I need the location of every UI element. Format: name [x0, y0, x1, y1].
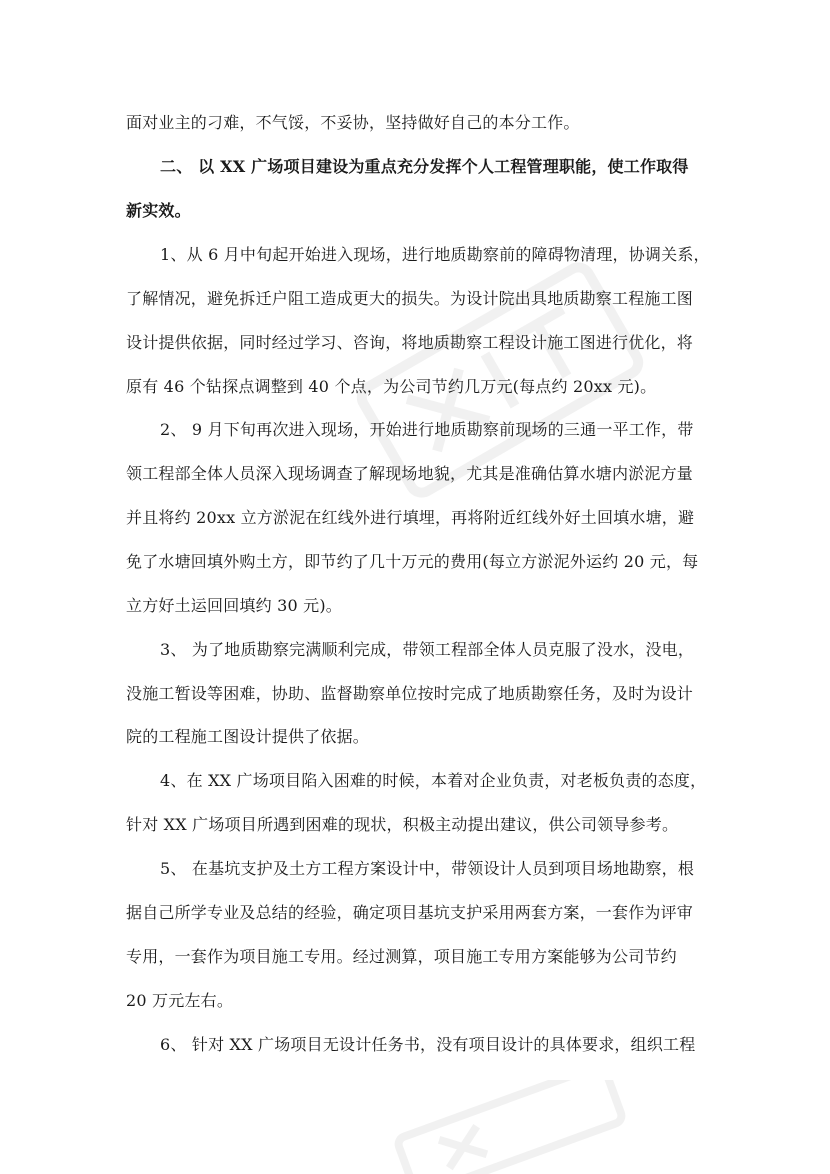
- paragraph-line: 20 万元左右。: [126, 991, 234, 1010]
- paragraph-line: 并且将约 20xx 立方淤泥在红线外进行填埋，再将附近红线外好土回填水塘，避: [126, 508, 695, 527]
- paragraph-line: 原有 46 个钻探点调整到 40 个点，为公司节约几万元(每点约 20xx 元)。: [126, 377, 657, 396]
- paragraph-line: 面对业主的刁难，不气馁，不妥协，坚持做好自己的本分工作。: [126, 113, 580, 132]
- paragraph-line: 2、 9 月下旬再次进入现场，开始进行地质勘察前现场的三通一平工作，带: [160, 420, 694, 439]
- paragraph-line: 针对 XX 广场项目所遇到困难的现状，积极主动提出建议，供公司领导参考。: [126, 815, 679, 834]
- paragraph-line: 了解情况，避免拆迁户阻工造成更大的损失。为设计院出具地质勘察工程施工图: [126, 289, 694, 308]
- paragraph-line: 5、 在基坑支护及土方工程方案设计中，带领设计人员到项目场地勘察，根: [160, 859, 695, 878]
- paragraph-line: 没施工暂设等困难，协助、监督勘察单位按时完成了地质勘察任务，及时为设计: [126, 684, 694, 703]
- paragraph-line: 3、 为了地质勘察完满顺利完成，带领工程部全体人员克服了没水，没电，: [160, 640, 695, 659]
- paragraph-line: 设计提供依据，同时经过学习、咨询，将地质勘察工程设计施工图进行优化，将: [126, 333, 694, 352]
- paragraph-line: 免了水塘回填外购土方，即节约了几十万元的费用(每立方淤泥外运约 20 元，每: [126, 552, 699, 571]
- section-heading: 二、 以 XX 广场项目建设为重点充分发挥个人工程管理职能，使工作取得: [160, 157, 689, 176]
- paragraph-line: 1、从 6 月中旬起开始进入现场，进行地质勘察前的障碍物清理，协调关系，: [160, 245, 710, 264]
- paragraph-line: 领工程部全体人员深入现场调查了解现场地貌，尤其是准确估算水塘内淤泥方量: [126, 464, 694, 483]
- watermark-icon: [380, 1080, 640, 1174]
- paragraph-line: 专用，一套作为项目施工专用。经过测算，项目施工专用方案能够为公司节约: [126, 947, 677, 966]
- paragraph-line: 6、 针对 XX 广场项目无设计任务书，没有项目设计的具体要求，组织工程: [160, 1035, 696, 1054]
- paragraph-line: 据自己所学专业及总结的经验，确定项目基坑支护采用两套方案，一套作为评审: [126, 903, 694, 922]
- section-heading: 新实效。: [126, 201, 191, 220]
- paragraph-line: 立方好土运回回填约 30 元)。: [126, 596, 342, 615]
- paragraph-line: 院的工程施工图设计提供了依据。: [126, 727, 370, 746]
- paragraph-line: 4、在 XX 广场项目陷入困难的时候，本着对企业负责，对老板负责的态度，: [160, 771, 707, 790]
